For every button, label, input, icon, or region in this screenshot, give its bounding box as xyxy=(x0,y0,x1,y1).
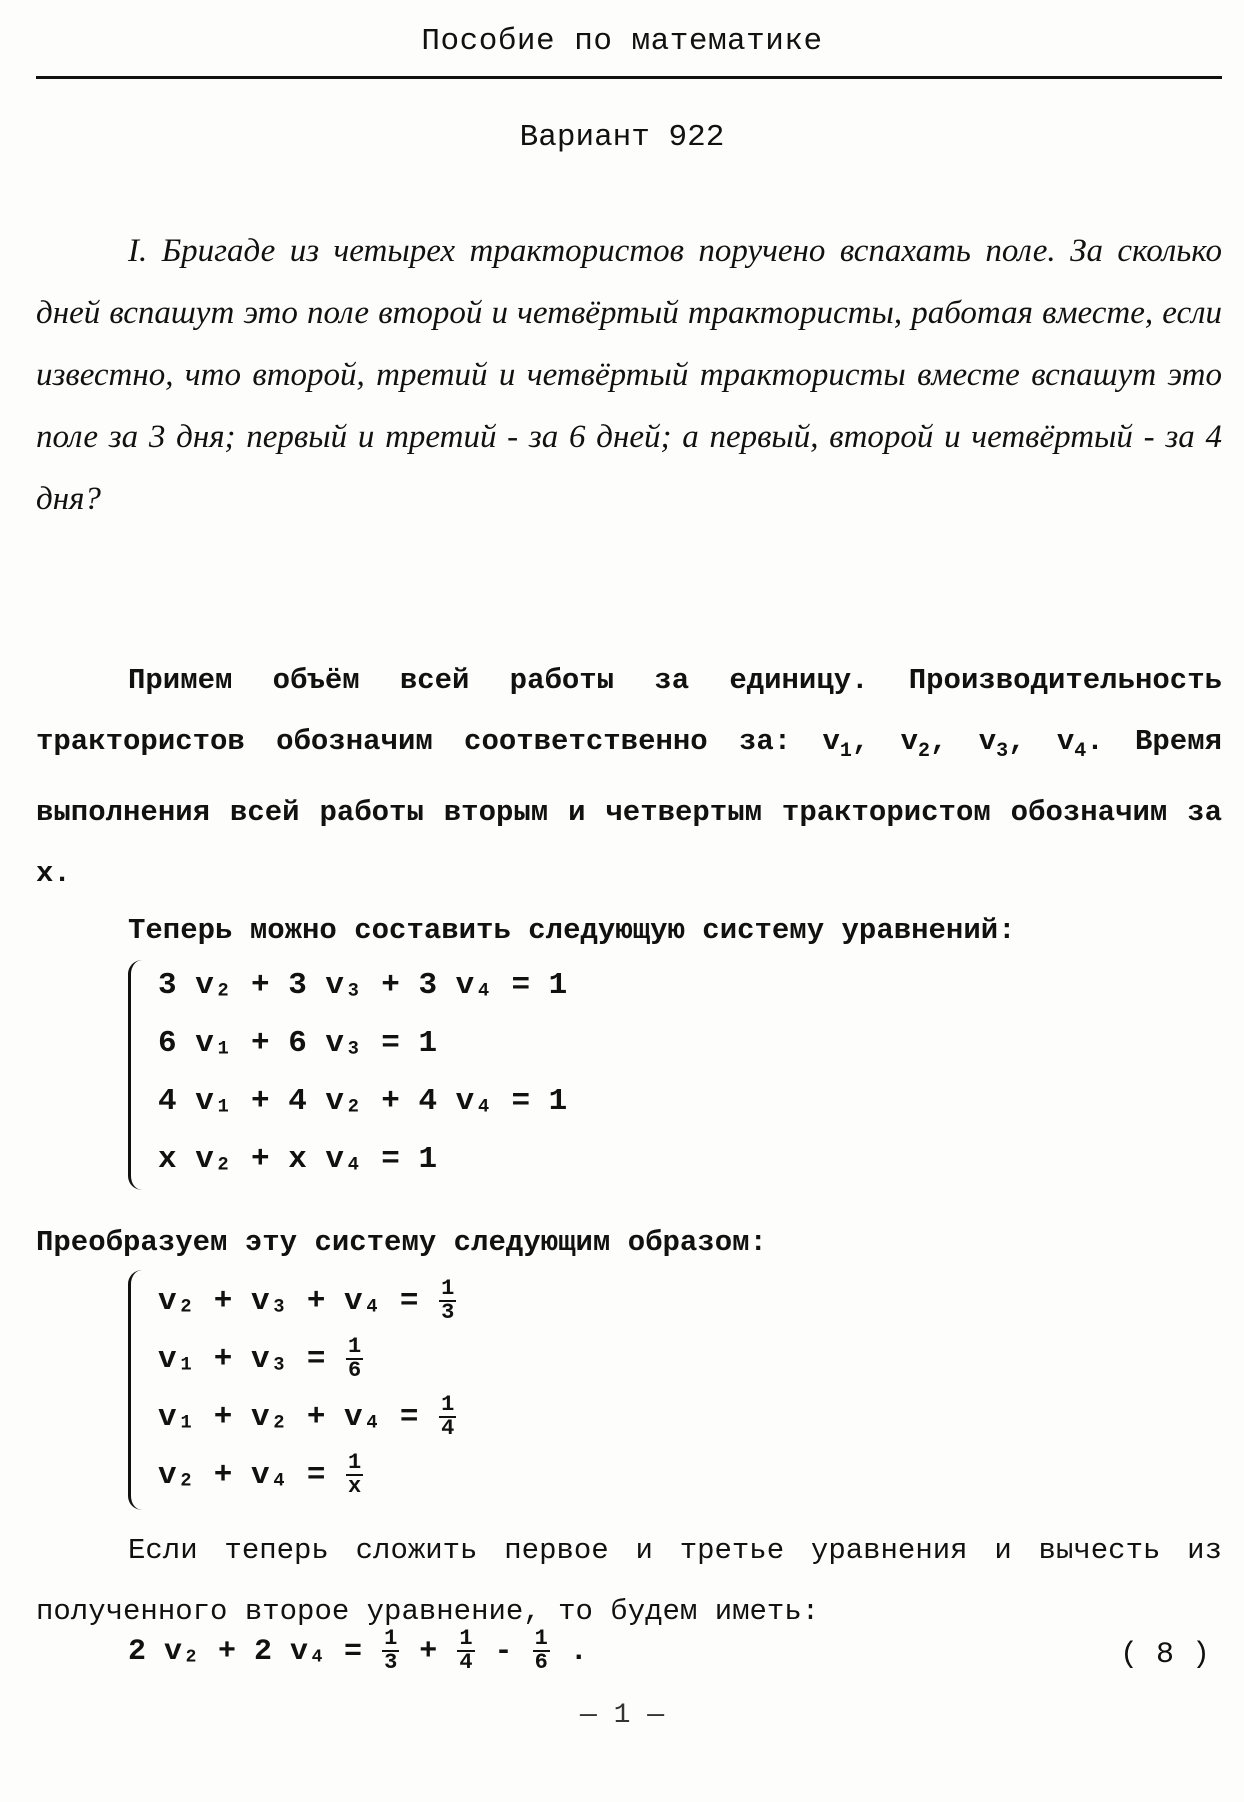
system-2-equation-1: v₂ + v₃ + v₄ = $\frac{1}{3}$ xyxy=(158,1276,455,1325)
var-v3: $v_3$ xyxy=(978,725,1009,763)
system-2-equation-2: v₁ + v₃ = $\frac{1}{6}$ xyxy=(158,1334,362,1383)
equation-system-2 xyxy=(128,1270,648,1510)
equation-number: ( 8 ) xyxy=(1119,1638,1210,1672)
fraction: $\frac{1}{4}$ xyxy=(459,1626,473,1675)
problem-statement xyxy=(36,220,1222,530)
system-1-equation-1: 3 v₂ + 3 v₃ + 3 v₄ = 1 xyxy=(158,968,568,1003)
var-v1: $v_1$ xyxy=(822,725,852,763)
system-2-brace xyxy=(128,1270,149,1510)
page-number: — 1 — xyxy=(579,1700,664,1731)
fraction: $\frac{1}{4}$ xyxy=(441,1392,455,1441)
final-equation: 2 v₂ + 2 v₄ = $\frac{1}{3}$ + $\frac{1}{4}$ - $\frac{1}{6}$ . xyxy=(128,1626,588,1675)
solution-paragraph-3: Преобразуем эту систему следующим образом: xyxy=(36,1226,767,1259)
fraction: $\frac{1}{6}$ xyxy=(534,1626,548,1675)
system-1-equation-2: 6 v₁ + 6 v₃ = 1 xyxy=(158,1026,438,1061)
variant-title: Вариант 922 xyxy=(519,120,725,155)
var-v2: $v_2$ xyxy=(900,725,931,763)
var-v4: $v_4$ xyxy=(1056,725,1087,763)
system-1-equation-4: x v₂ + x v₄ = 1 xyxy=(158,1142,438,1177)
solution-paragraph-4: Если теперь сложить первое и третье уравнения и вычесть из полученного второе уравнение, то будем иметь: xyxy=(36,1534,1222,1628)
system-1-brace xyxy=(128,960,149,1190)
page-header-title: Пособие по математике xyxy=(421,24,823,59)
problem-number: I. xyxy=(128,233,148,269)
system-2-equation-4: v₂ + v₄ = $\frac{1}{x}$ xyxy=(158,1450,362,1499)
system-2-equation-3: v₁ + v₂ + v₄ = $\frac{1}{4}$ xyxy=(158,1392,455,1441)
problem-text: Бригаде из четырех трактористов поручено вспахать поле. За сколько дней вспашут это поле второй и четвёртый трактористы, работая вместе, если известно, что второй, третий и четвёртый трактористы вместе вспашут это поле за 3 дня; первый и третий - за 6 дней; а первый, второй и четвёртый - за 4 дня? xyxy=(36,233,1222,517)
fraction: $\frac{1}{3}$ xyxy=(441,1276,455,1325)
fraction: $\frac{1}{x}$ xyxy=(348,1450,362,1499)
fraction: $\frac{1}{6}$ xyxy=(348,1334,362,1383)
system-1-equation-3: 4 v₁ + 4 v₂ + 4 v₄ = 1 xyxy=(158,1084,568,1119)
solution-paragraph-1: Примем объём всей работы за единицу. Производительность трактористов обозначим соответственно за: $v_1$, $v_2$, $v_3$, $v_4$. Время выполнения всей работы вторым и четвертым трактористом обозначим за x. xyxy=(36,664,1222,890)
fraction: $\frac{1}{3}$ xyxy=(384,1626,398,1675)
equation-system-1 xyxy=(128,960,728,1190)
solution-paragraph-2: Теперь можно составить следующую систему уравнений: xyxy=(128,914,1016,947)
header-rule xyxy=(36,76,1222,79)
